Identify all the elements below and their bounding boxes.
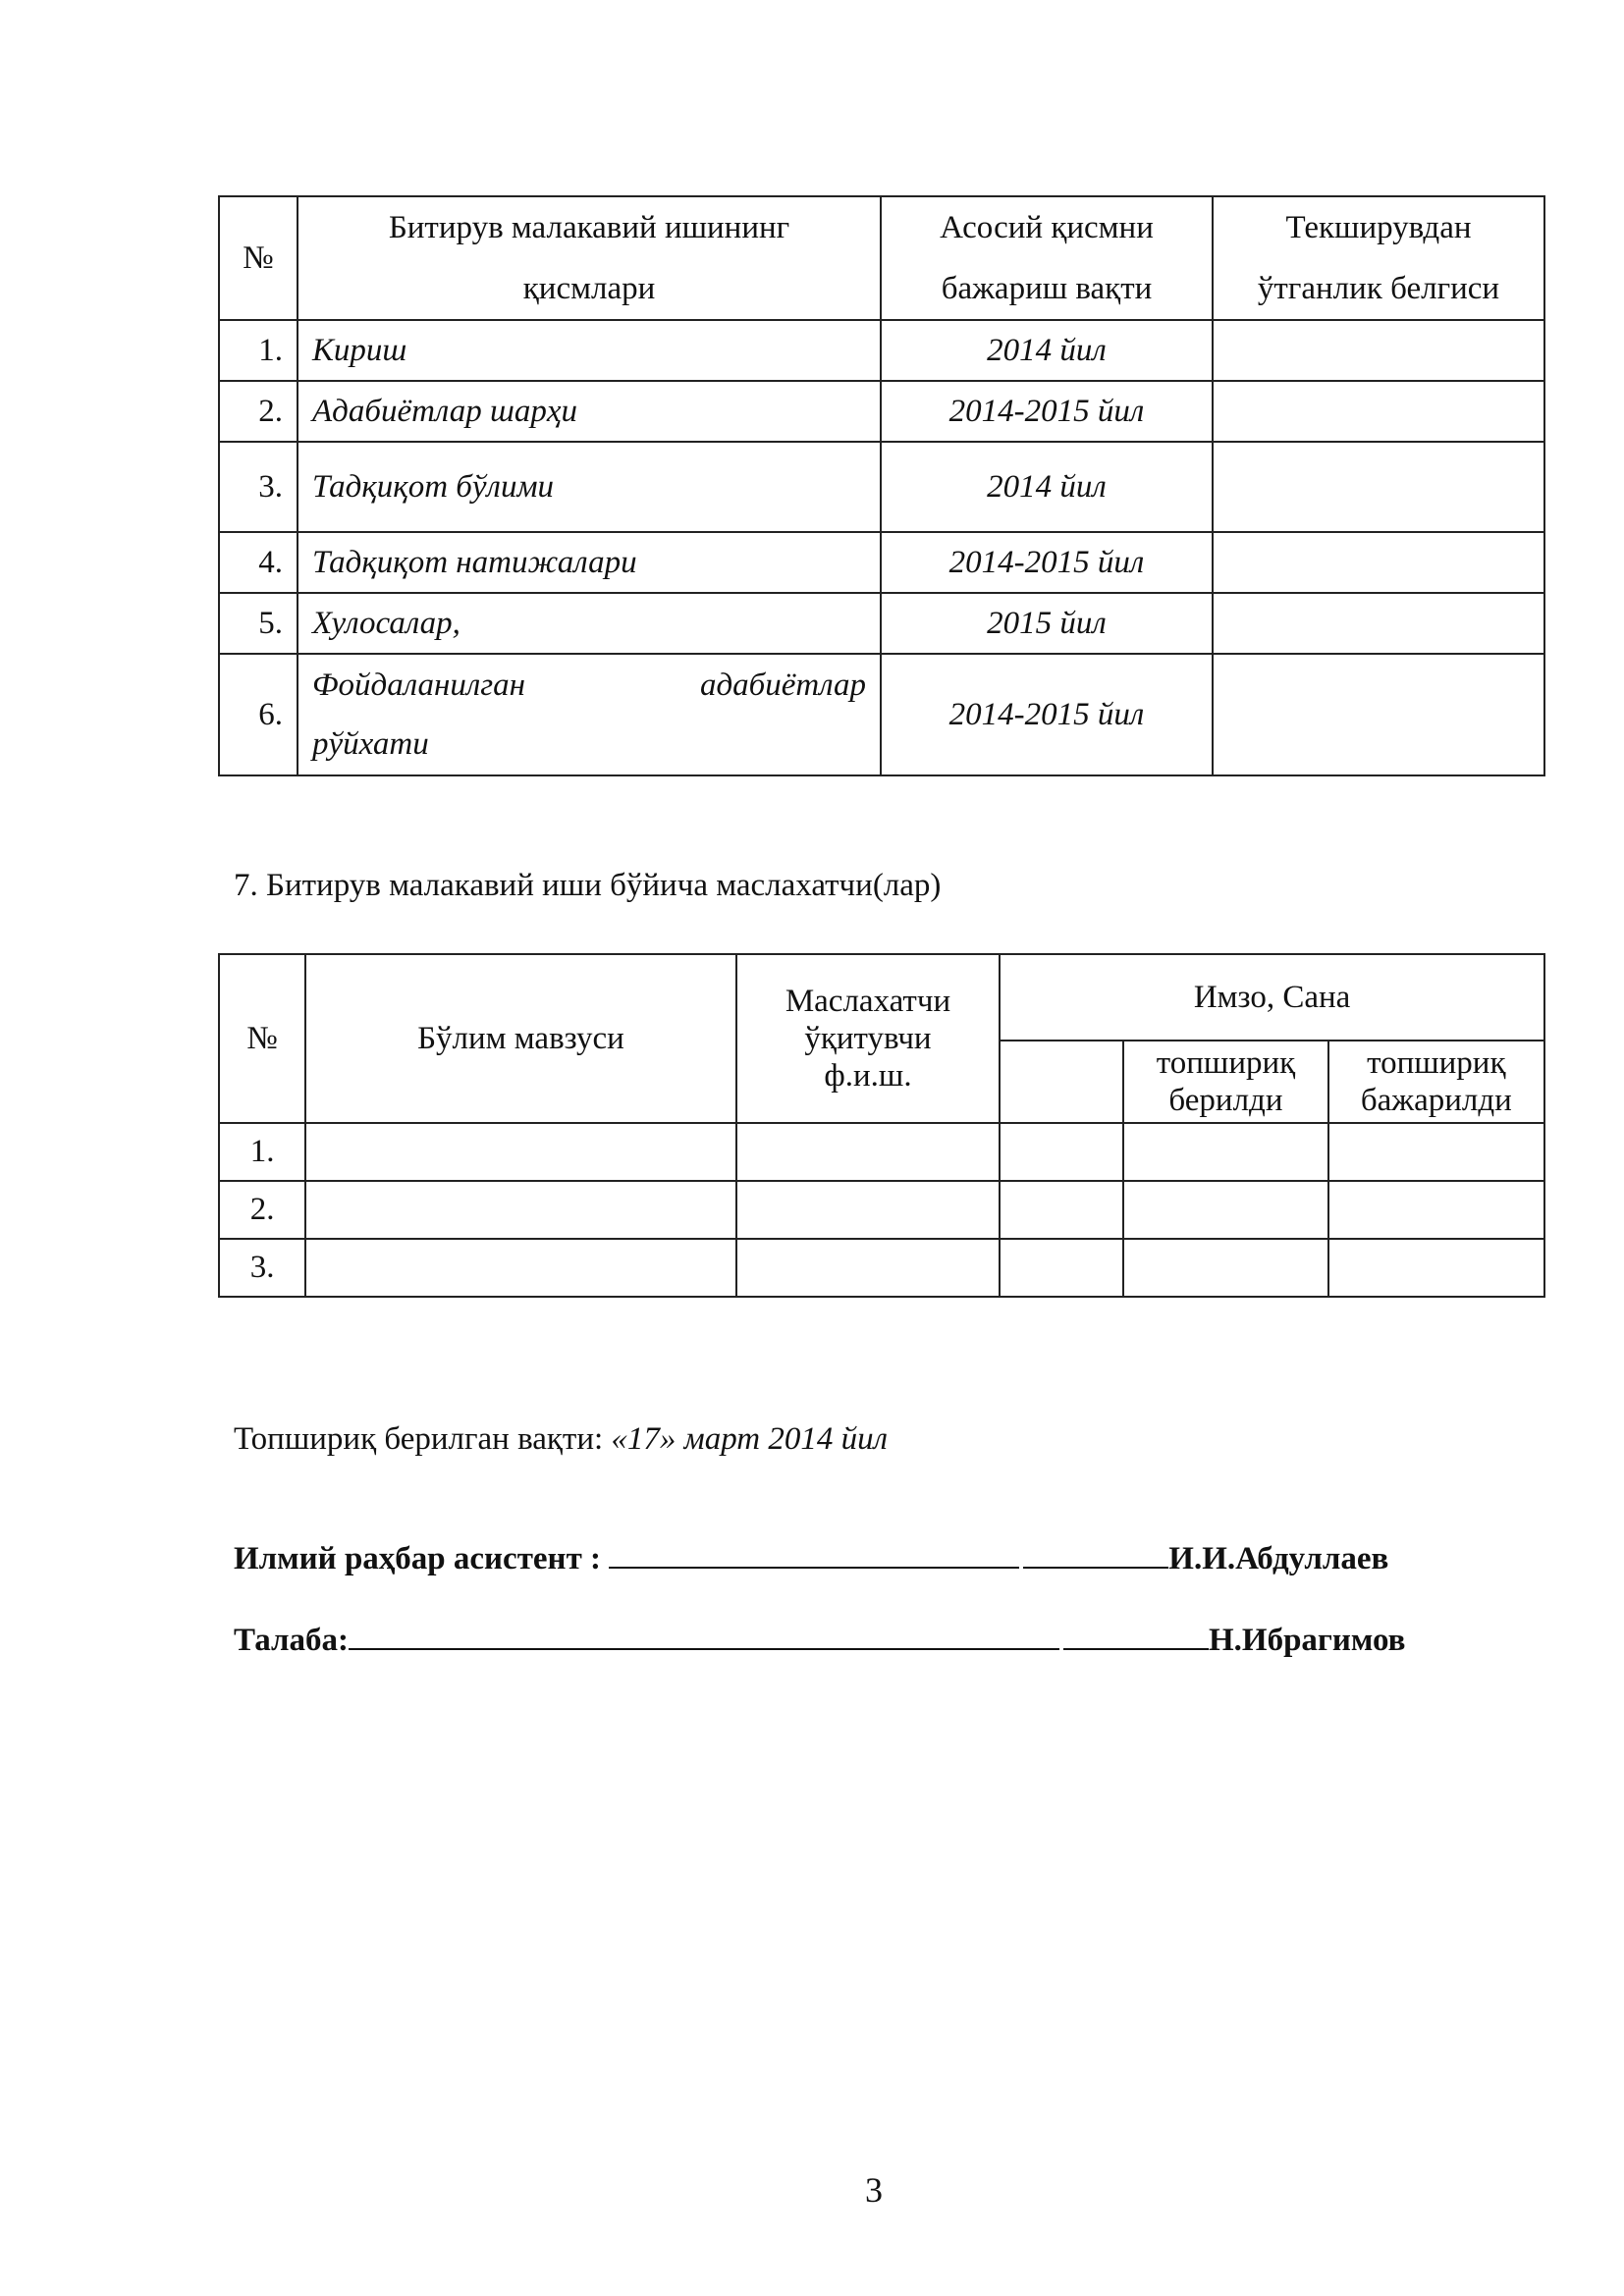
table-row bbox=[219, 442, 1544, 532]
row-topic-cell bbox=[305, 1123, 736, 1181]
row-given-cell bbox=[1123, 1239, 1327, 1297]
supervisor-label: Илмий раҳбар асистент : bbox=[234, 1541, 602, 1576]
supervisor-signature-line bbox=[234, 1541, 1388, 1577]
header-advisor bbox=[736, 954, 1000, 1123]
row-part-name-line-1 bbox=[312, 656, 880, 715]
row-check-cell bbox=[1213, 593, 1544, 654]
row-part-name: Кириш bbox=[298, 320, 881, 381]
signature-blank bbox=[609, 1543, 1019, 1569]
row-advisor-cell bbox=[736, 1181, 1000, 1239]
signature-blank bbox=[1063, 1625, 1209, 1650]
supervisor-name: И.И.Абдуллаев bbox=[1168, 1541, 1389, 1576]
row-time: 2015 йил bbox=[881, 593, 1213, 654]
header-task-given-line-2: берилди bbox=[1168, 1083, 1283, 1118]
header-check-line-1: Текширувдан bbox=[1285, 210, 1472, 245]
table-row bbox=[219, 532, 1544, 593]
assignment-label: Топшириқ берилган вақти: bbox=[234, 1421, 604, 1457]
assignment-date: «17» март 2014 йил bbox=[611, 1421, 889, 1457]
row-sign-cell bbox=[1000, 1123, 1123, 1181]
row-time: 2014-2015 йил bbox=[881, 381, 1213, 442]
row-topic-cell bbox=[305, 1181, 736, 1239]
table-header-row bbox=[219, 196, 1544, 320]
header-check-line-2: ўтганлик белгиси bbox=[1257, 271, 1500, 306]
row-check-cell bbox=[1213, 532, 1544, 593]
row-number: 2. bbox=[219, 1181, 305, 1239]
row-sign-cell bbox=[1000, 1181, 1123, 1239]
section-heading: 7. Битирув малакавий иши бўйича маслахатчи(лар) bbox=[234, 868, 942, 903]
row-part-name-line-2: рўйхати bbox=[312, 726, 429, 762]
header-time-line-1: Асосий қисмни bbox=[940, 210, 1154, 245]
thesis-parts-table bbox=[218, 195, 1545, 776]
header-task-done bbox=[1328, 1041, 1544, 1123]
header-sign-blank bbox=[1000, 1041, 1123, 1123]
header-parts bbox=[298, 196, 881, 320]
header-parts-line-1: Битирув малакавий ишининг bbox=[388, 210, 790, 245]
row-part-name: Тадқиқот натижалари bbox=[298, 532, 881, 593]
row-part-name-word-1: Фойдаланилган bbox=[312, 667, 526, 703]
header-task-given-line-1: топшириқ bbox=[1156, 1045, 1296, 1081]
header-check bbox=[1213, 196, 1544, 320]
row-done-cell bbox=[1328, 1181, 1544, 1239]
row-number: 3. bbox=[219, 442, 298, 532]
header-sign-date: Имзо, Сана bbox=[1000, 954, 1544, 1041]
row-number: 1. bbox=[219, 1123, 305, 1181]
student-signature-line bbox=[234, 1623, 1405, 1659]
row-time: 2014-2015 йил bbox=[881, 532, 1213, 593]
table-row bbox=[219, 654, 1544, 775]
row-check-cell bbox=[1213, 442, 1544, 532]
header-task-done-line-1: топшириқ bbox=[1367, 1045, 1506, 1081]
row-number: 5. bbox=[219, 593, 298, 654]
header-time bbox=[881, 196, 1213, 320]
row-part-name-word-2: адабиётлар bbox=[699, 667, 866, 703]
header-number: № bbox=[219, 196, 298, 320]
signature-blank bbox=[1023, 1543, 1168, 1569]
header-number: № bbox=[219, 954, 305, 1123]
header-advisor-line-2: ўқитувчи bbox=[804, 1021, 932, 1056]
row-number: 6. bbox=[219, 654, 298, 775]
row-time: 2014-2015 йил bbox=[881, 654, 1213, 775]
header-topic: Бўлим мавзуси bbox=[305, 954, 736, 1123]
row-done-cell bbox=[1328, 1239, 1544, 1297]
row-given-cell bbox=[1123, 1123, 1327, 1181]
student-label: Талаба: bbox=[234, 1623, 349, 1658]
page-number: 3 bbox=[865, 2170, 883, 2210]
table-row bbox=[219, 1123, 1544, 1181]
signature-blank bbox=[349, 1625, 1059, 1650]
header-task-given bbox=[1123, 1041, 1327, 1123]
header-time-line-2: бажариш вақти bbox=[941, 271, 1153, 306]
row-sign-cell bbox=[1000, 1239, 1123, 1297]
table-row bbox=[219, 593, 1544, 654]
header-advisor-line-3: ф.и.ш. bbox=[824, 1058, 912, 1094]
header-advisor-line-1: Маслахатчи bbox=[785, 984, 951, 1019]
row-number: 3. bbox=[219, 1239, 305, 1297]
row-time: 2014 йил bbox=[881, 320, 1213, 381]
header-task-done-line-2: бажарилди bbox=[1360, 1083, 1512, 1118]
row-number: 1. bbox=[219, 320, 298, 381]
row-check-cell bbox=[1213, 381, 1544, 442]
advisors-table bbox=[218, 953, 1545, 1298]
student-name: Н.Ибрагимов bbox=[1208, 1623, 1406, 1658]
row-part-name: Хулосалар, bbox=[298, 593, 881, 654]
row-part-name bbox=[298, 654, 881, 775]
row-number: 4. bbox=[219, 532, 298, 593]
row-time: 2014 йил bbox=[881, 442, 1213, 532]
table-row bbox=[219, 381, 1544, 442]
table-row bbox=[219, 1181, 1544, 1239]
row-done-cell bbox=[1328, 1123, 1544, 1181]
row-check-cell bbox=[1213, 654, 1544, 775]
table-header-row bbox=[219, 954, 1544, 1041]
row-part-name: Адабиётлар шарҳи bbox=[298, 381, 881, 442]
row-number: 2. bbox=[219, 381, 298, 442]
assignment-date-line bbox=[234, 1421, 888, 1458]
row-given-cell bbox=[1123, 1181, 1327, 1239]
header-parts-line-2: қисмлари bbox=[522, 271, 656, 306]
row-check-cell bbox=[1213, 320, 1544, 381]
row-part-name: Тадқиқот бўлими bbox=[298, 442, 881, 532]
row-advisor-cell bbox=[736, 1123, 1000, 1181]
row-advisor-cell bbox=[736, 1239, 1000, 1297]
table-row bbox=[219, 1239, 1544, 1297]
table-row bbox=[219, 320, 1544, 381]
row-topic-cell bbox=[305, 1239, 736, 1297]
